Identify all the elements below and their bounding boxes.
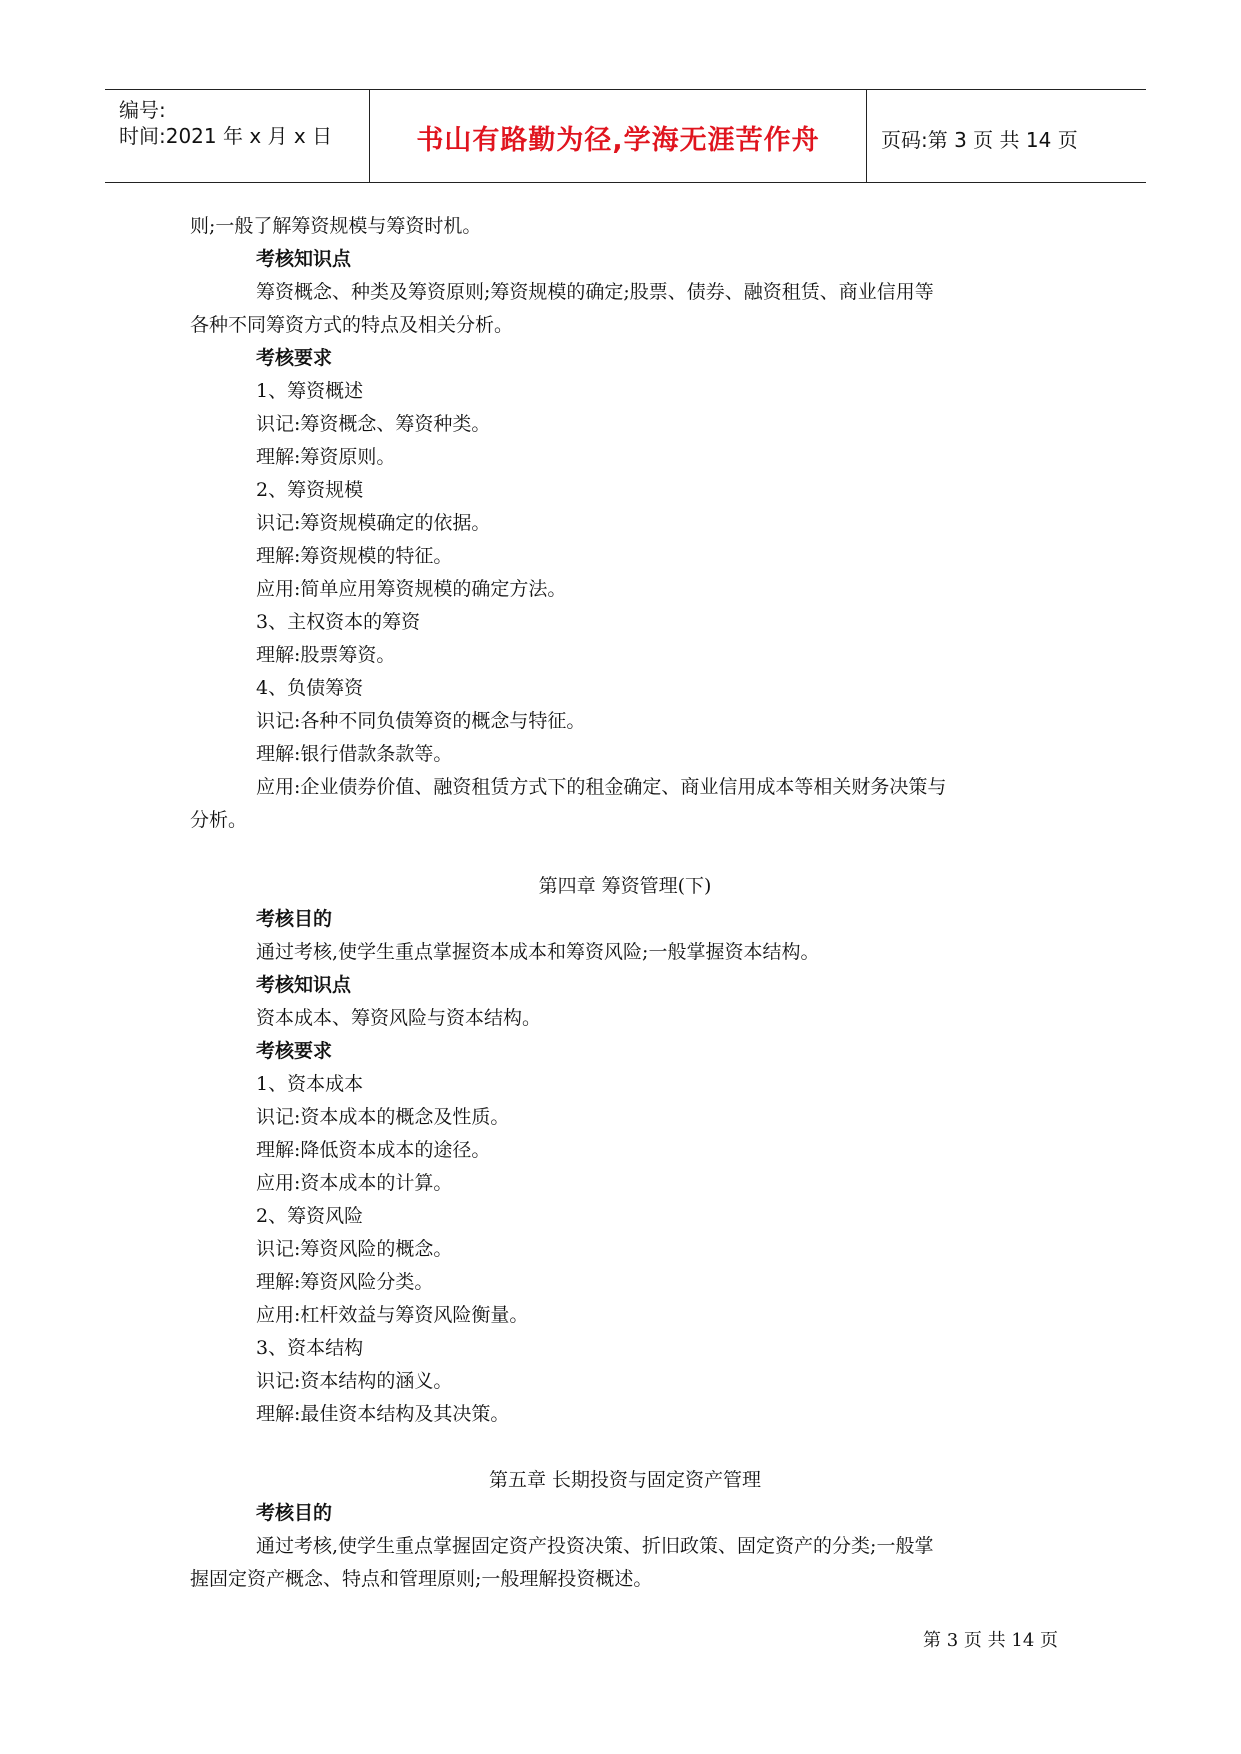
time-label: 时间:2021 年 x 月 x 日 xyxy=(119,124,333,148)
document-body xyxy=(190,210,1060,1596)
header-info-cell xyxy=(105,90,370,182)
body-line: 识记:筹资概念、筹资种类。 xyxy=(256,413,491,435)
body-line: 各种不同筹资方式的特点及相关分析。 xyxy=(190,314,514,336)
body-line: 识记:资本成本的概念及性质。 xyxy=(256,1106,510,1128)
list-item: 1、筹资概述 xyxy=(256,380,364,402)
list-item: 2、筹资风险 xyxy=(256,1205,364,1227)
body-line: 分析。 xyxy=(190,809,248,831)
header-motto-cell xyxy=(370,90,867,182)
section-heading: 考核知识点 xyxy=(256,248,352,270)
body-line: 理解:筹资规模的特征。 xyxy=(256,545,453,567)
body-line: 通过考核,使学生重点掌握固定资产投资决策、折旧政策、固定资产的分类;一般掌 xyxy=(256,1535,934,1557)
body-line: 理解:筹资风险分类。 xyxy=(256,1271,434,1293)
chapter-title: 第五章 长期投资与固定资产管理 xyxy=(488,1469,762,1491)
body-line: 筹资概念、种类及筹资原则;筹资规模的确定;股票、债券、融资租赁、商业信用等 xyxy=(256,281,934,303)
section-heading: 考核目的 xyxy=(256,908,333,930)
spacer xyxy=(190,837,1060,870)
body-line: 识记:筹资风险的概念。 xyxy=(256,1238,453,1260)
header-page-cell xyxy=(867,90,1146,182)
list-item: 3、主权资本的筹资 xyxy=(256,611,421,633)
list-item: 3、资本结构 xyxy=(256,1337,364,1359)
body-line: 理解:降低资本成本的途径。 xyxy=(256,1139,491,1161)
body-line: 应用:企业债券价值、融资租赁方式下的租金确定、商业信用成本等相关财务决策与 xyxy=(256,776,947,798)
body-line: 应用:简单应用筹资规模的确定方法。 xyxy=(256,578,567,600)
body-line: 则;一般了解筹资规模与筹资时机。 xyxy=(190,215,482,237)
page-header xyxy=(105,89,1146,183)
body-line: 应用:资本成本的计算。 xyxy=(256,1172,453,1194)
list-item: 2、筹资规模 xyxy=(256,479,364,501)
body-line: 理解:股票筹资。 xyxy=(256,644,396,666)
section-heading: 考核要求 xyxy=(256,347,333,369)
section-heading: 考核知识点 xyxy=(256,974,352,996)
section-heading: 考核要求 xyxy=(256,1040,333,1062)
body-line: 识记:各种不同负债筹资的概念与特征。 xyxy=(256,710,586,732)
body-line: 资本成本、筹资风险与资本结构。 xyxy=(256,1007,542,1029)
list-item: 4、负债筹资 xyxy=(256,677,364,699)
section-heading: 考核目的 xyxy=(256,1502,333,1524)
page-footer: 第 3 页 共 14 页 xyxy=(923,1630,1058,1651)
body-line: 理解:筹资原则。 xyxy=(256,446,396,468)
body-line: 识记:筹资规模确定的依据。 xyxy=(256,512,491,534)
list-item: 1、资本成本 xyxy=(256,1073,364,1095)
chapter-title: 第四章 筹资管理(下) xyxy=(538,875,712,897)
serial-number-label: 编号: xyxy=(119,98,166,122)
header-page-number: 页码:第 3 页 共 14 页 xyxy=(881,128,1078,152)
body-line: 识记:资本结构的涵义。 xyxy=(256,1370,453,1392)
body-line: 通过考核,使学生重点掌握资本成本和筹资风险;一般掌握资本结构。 xyxy=(256,941,820,963)
body-line: 握固定资产概念、特点和管理原则;一般理解投资概述。 xyxy=(190,1568,653,1590)
body-line: 理解:银行借款条款等。 xyxy=(256,743,453,765)
motto-text: 书山有路勤为径,学海无涯苦作舟 xyxy=(416,125,820,156)
body-line: 理解:最佳资本结构及其决策。 xyxy=(256,1403,510,1425)
spacer xyxy=(190,1431,1060,1464)
body-line: 应用:杠杆效益与筹资风险衡量。 xyxy=(256,1304,529,1326)
